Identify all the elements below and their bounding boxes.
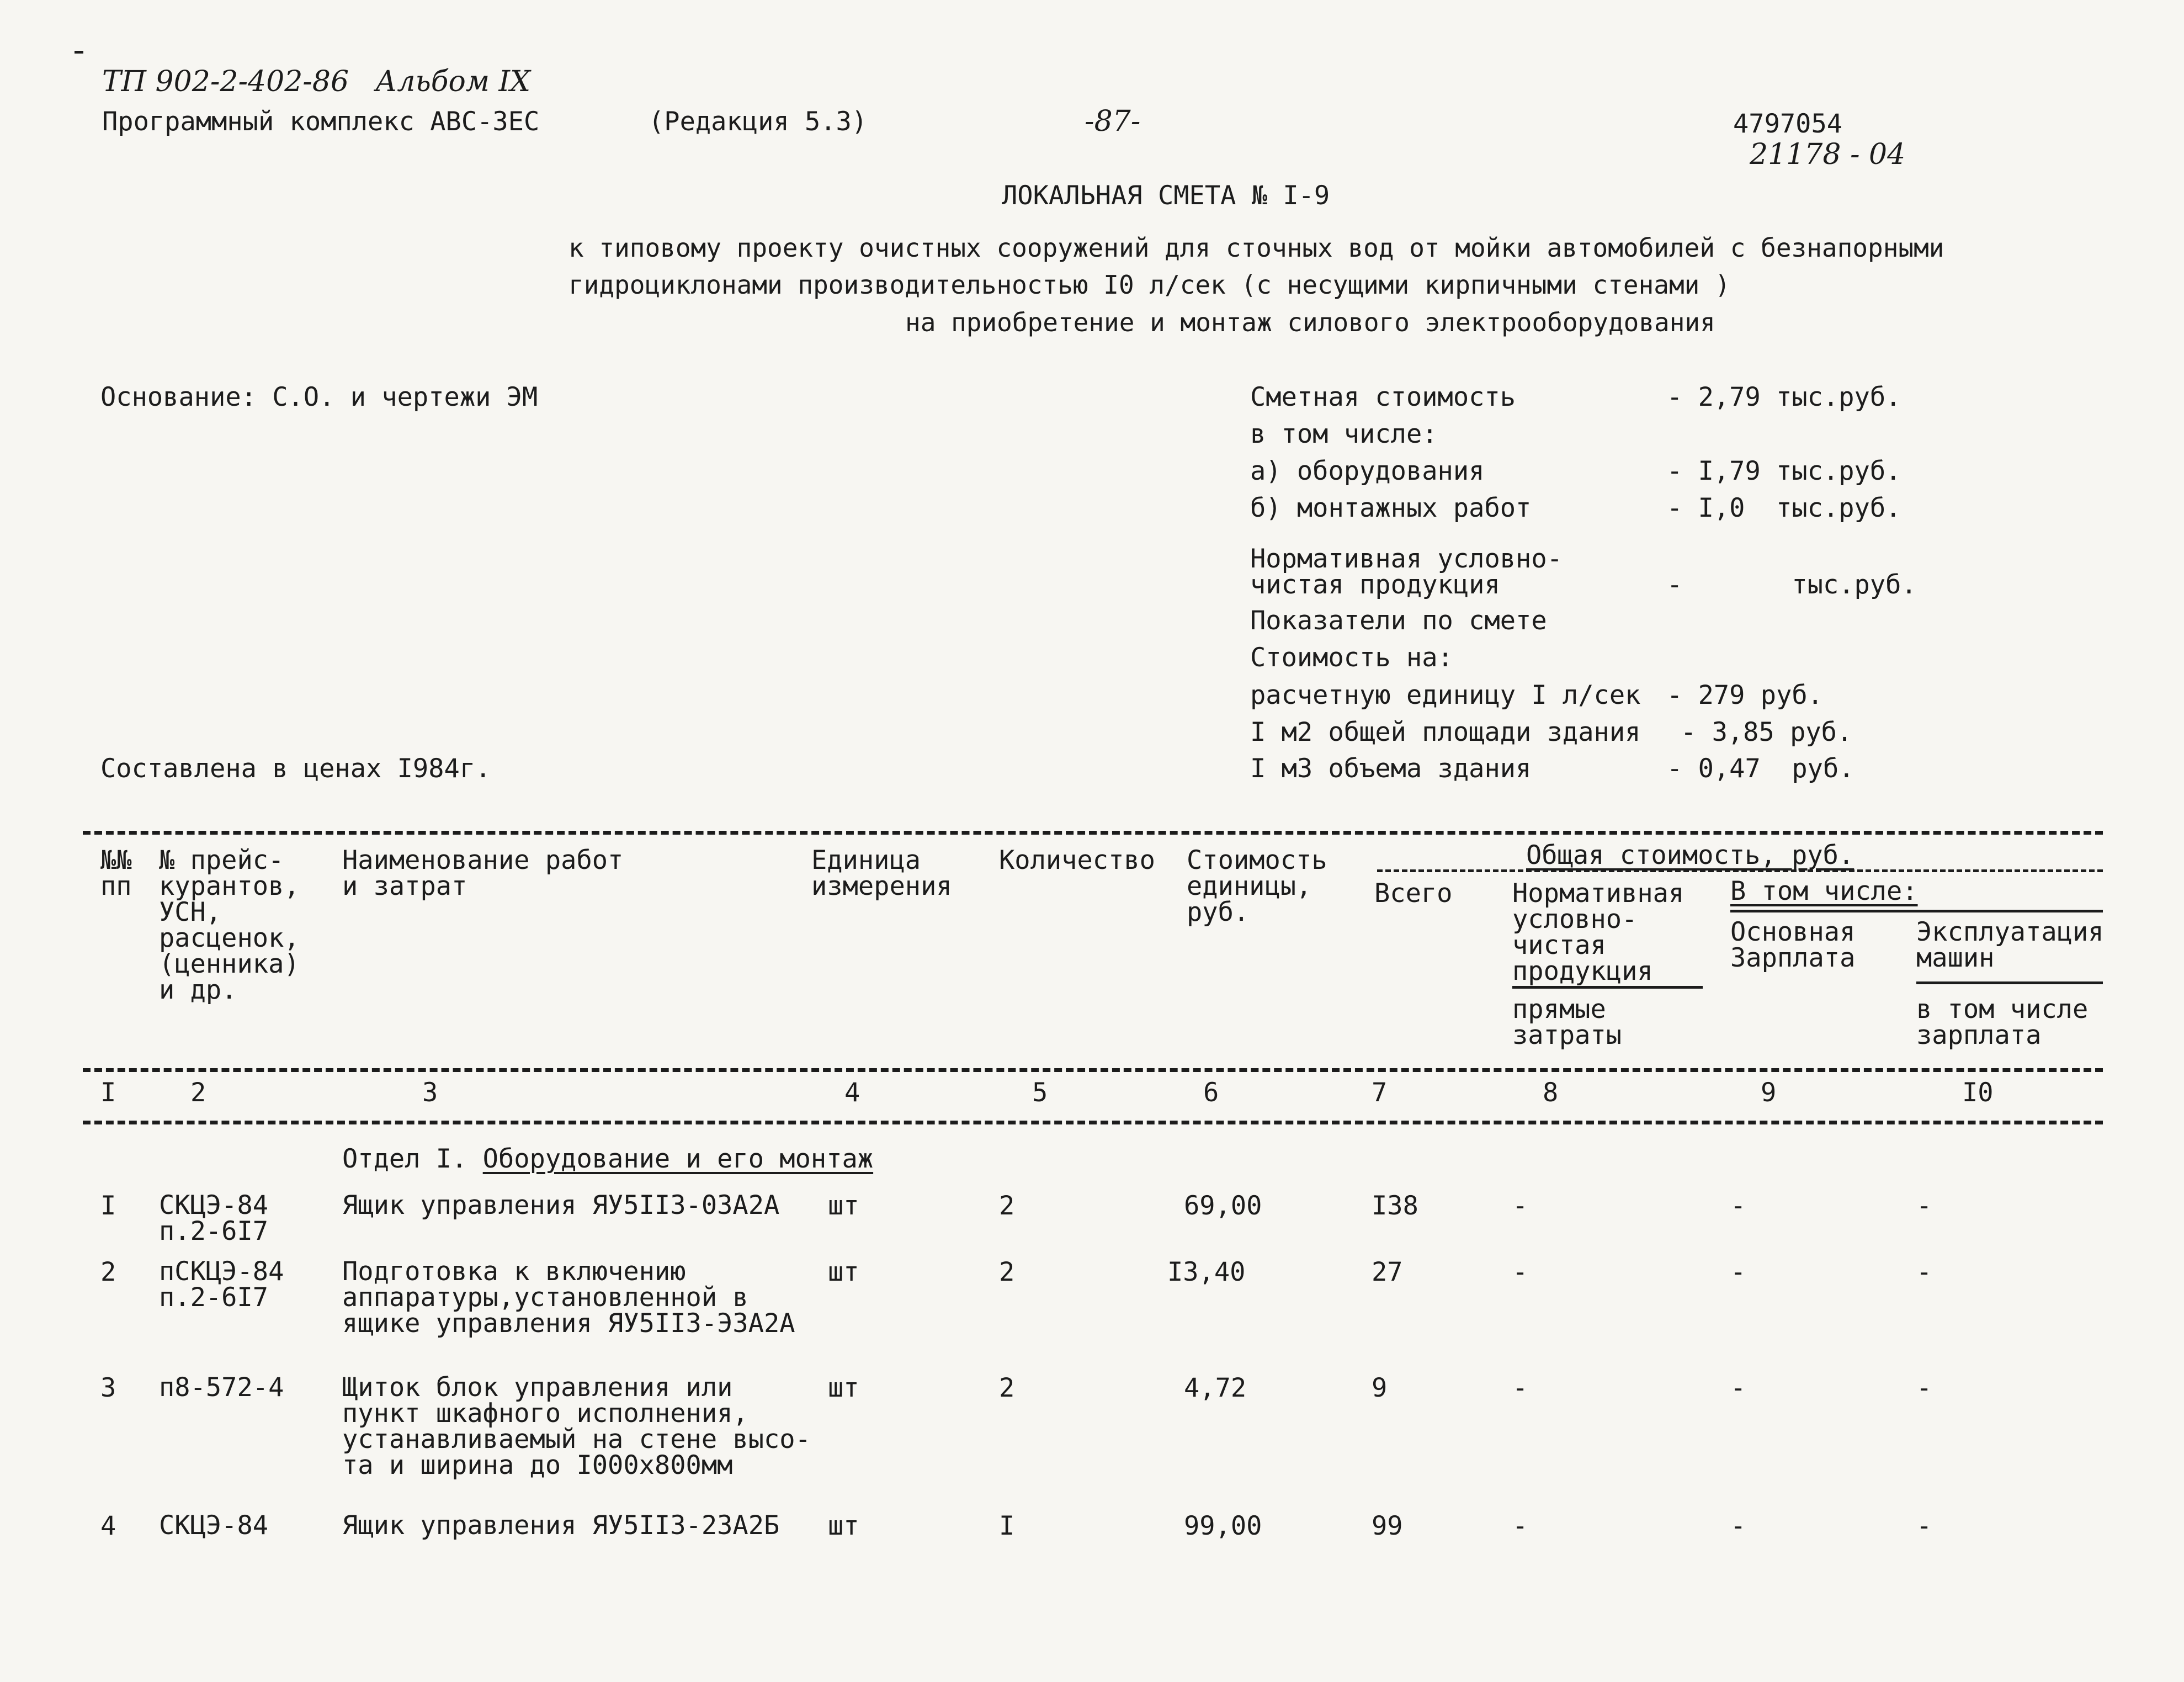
col-header-unit-cost: Стоимость единицы, руб. <box>1187 845 1327 927</box>
row-number: 4 <box>100 1511 116 1541</box>
handwritten-album: Альбом IX <box>375 65 531 98</box>
summary-label: б) монтажных работ <box>1250 493 1532 523</box>
row-total: 9 <box>1372 1373 1388 1403</box>
row-number: 3 <box>100 1373 116 1403</box>
col-number: 5 <box>1032 1078 1048 1108</box>
section-prefix: Отдел I. <box>342 1144 483 1174</box>
col-number: I <box>100 1078 116 1108</box>
summary-label: Стоимость на: <box>1250 643 1453 673</box>
row-col8: - <box>1512 1373 1528 1403</box>
col-numbers-bottom-rule <box>83 1121 2103 1124</box>
col-header-base-salary: Основная Зарплата <box>1730 917 1856 973</box>
row-name: Ящик управления ЯУ5II3-03А2А <box>342 1190 780 1221</box>
row-unit: шт <box>828 1191 859 1221</box>
col-group-total-cost: Общая стоимость, руб. <box>1526 840 1854 871</box>
in-that-rule <box>1730 910 2103 912</box>
summary-value: - 279 руб. <box>1667 680 1823 710</box>
row-col8: - <box>1512 1257 1528 1287</box>
handwritten-code: ТП 902-2-402-86 <box>102 65 349 98</box>
row-code: пСКЦЭ-84 п.2-6I7 <box>159 1256 284 1313</box>
summary-value: - I,0 тыс.руб. <box>1667 493 1901 523</box>
row-unit-price: 99,00 <box>1184 1511 1262 1541</box>
row-col9: - <box>1730 1191 1746 1221</box>
col-header-normative: Нормативная условно- чистая продукция <box>1512 878 1685 986</box>
summary-label: I м3 объема здания <box>1250 754 1532 784</box>
estimate-heading: ЛОКАЛЬНАЯ СМЕТА № I-9 <box>1002 181 1330 211</box>
row-code: СКЦЭ-84 п.2-6I7 <box>159 1190 269 1246</box>
row-unit: шт <box>828 1257 859 1287</box>
row-quantity: 2 <box>999 1191 1015 1221</box>
col-header-quantity: Количество <box>999 845 1155 876</box>
scan-mark <box>75 51 83 54</box>
row-total: 99 <box>1372 1511 1403 1541</box>
page-number: -87- <box>1085 105 1141 138</box>
summary-value: - 3,85 руб. <box>1681 717 1853 747</box>
row-code: п8-572-4 <box>159 1372 284 1403</box>
col-header-unit: Единица измерения <box>811 845 952 901</box>
summary-label: Нормативная условно- <box>1250 544 1563 574</box>
row-unit-price: I3,40 <box>1167 1257 1246 1287</box>
row-col9: - <box>1730 1511 1746 1541</box>
row-col10: - <box>1916 1257 1932 1287</box>
row-total: I38 <box>1372 1191 1418 1221</box>
row-quantity: 2 <box>999 1257 1015 1287</box>
summary-label: Сметная стоимость <box>1250 382 1516 412</box>
row-col10: - <box>1916 1373 1932 1403</box>
row-quantity: I <box>999 1511 1015 1541</box>
col-header-name: Наименование работ и затрат <box>342 845 624 901</box>
row-col9: - <box>1730 1373 1746 1403</box>
edition: (Редакция 5.3) <box>649 107 868 137</box>
col-header-total: Всего <box>1374 878 1453 909</box>
basis: Основание: С.О. и чертежи ЭМ <box>100 382 538 412</box>
summary-label: а) оборудования <box>1250 456 1485 486</box>
col-number: 2 <box>190 1078 206 1108</box>
col-number: 9 <box>1761 1078 1777 1108</box>
summary-label: расчетную единицу I л/сек <box>1250 680 1641 710</box>
col-number: 3 <box>422 1078 438 1108</box>
col-number: 8 <box>1543 1078 1559 1108</box>
row-name: Щиток блок управления или пункт шкафного исполнения, устанавливаемый на стене высо- та и ширина до I000х800мм <box>342 1372 811 1481</box>
col-number: 4 <box>844 1078 860 1108</box>
summary-label: Показатели по смете <box>1250 606 1547 636</box>
col-header-price-ref: № прейс- курантов, УСН, расценок, (ценника) и др. <box>159 845 300 1005</box>
doc-number: 4797054 <box>1733 109 1843 139</box>
row-unit-price: 69,00 <box>1184 1191 1262 1221</box>
row-name: Подготовка к включению аппаратуры,установленной в ящике управления ЯУ5II3-ЭЗА2А <box>342 1256 795 1339</box>
program-name: Программный комплекс АВС-ЗЕС <box>102 107 540 137</box>
group-rule <box>1377 869 2103 872</box>
row-number: 2 <box>100 1257 116 1287</box>
summary-value: - 2,79 тыс.руб. <box>1667 382 1901 412</box>
row-col10: - <box>1916 1511 1932 1541</box>
header-bottom-rule <box>83 1068 2103 1072</box>
row-name: Ящик управления ЯУ5II3-23А2Б <box>342 1510 780 1541</box>
section-heading <box>342 1145 873 1172</box>
summary-value: - тыс.руб. <box>1667 570 1917 600</box>
col-number: I0 <box>1962 1078 1994 1108</box>
col-header-machine-operation: Эксплуатация машин <box>1916 917 2104 973</box>
col-number: 7 <box>1372 1078 1388 1108</box>
row-unit-price: 4,72 <box>1184 1373 1247 1403</box>
col-header-in-that: В том числе: <box>1730 876 1918 906</box>
summary-value: - I,79 тыс.руб. <box>1667 456 1901 486</box>
machine-rule <box>1916 981 2103 984</box>
table-top-rule <box>83 831 2103 835</box>
summary-label: в том числе: <box>1250 419 1438 449</box>
col-header-direct-costs: прямые затраты <box>1512 994 1622 1050</box>
row-total: 27 <box>1372 1257 1403 1287</box>
col-number: 6 <box>1203 1078 1219 1108</box>
row-code: СКЦЭ-84 <box>159 1510 269 1541</box>
subtitle-line-3: на приобретение и монтаж силового электрооборудования <box>905 307 1715 337</box>
row-col8: - <box>1512 1191 1528 1221</box>
handwritten-ref: 21178 - 04 <box>1750 138 1906 171</box>
subtitle-line-2: гидроциклонами производительностью I0 л/сек (с несущими кирпичными стенами ) <box>568 270 1730 300</box>
normative-rule <box>1512 986 1703 989</box>
row-quantity: 2 <box>999 1373 1015 1403</box>
summary-label: чистая продукция <box>1250 570 1500 600</box>
row-col9: - <box>1730 1257 1746 1287</box>
row-unit: шт <box>828 1373 859 1403</box>
section-title: Оборудование и его монтаж <box>482 1144 874 1174</box>
col-header-incl-salary: в том числе зарплата <box>1916 994 2089 1050</box>
row-number: I <box>100 1191 116 1221</box>
row-col10: - <box>1916 1191 1932 1221</box>
summary-value: - 0,47 руб. <box>1667 754 1854 784</box>
prices-year: Составлена в ценах I984г. <box>100 754 491 784</box>
subtitle-line-1: к типовому проекту очистных сооружений для сточных вод от мойки автомобилей с безнапорными <box>568 233 1944 263</box>
row-col8: - <box>1512 1511 1528 1541</box>
col-header-num: №№ пп <box>100 845 132 901</box>
summary-label: I м2 общей площади здания <box>1250 717 1641 747</box>
row-unit: шт <box>828 1511 859 1541</box>
